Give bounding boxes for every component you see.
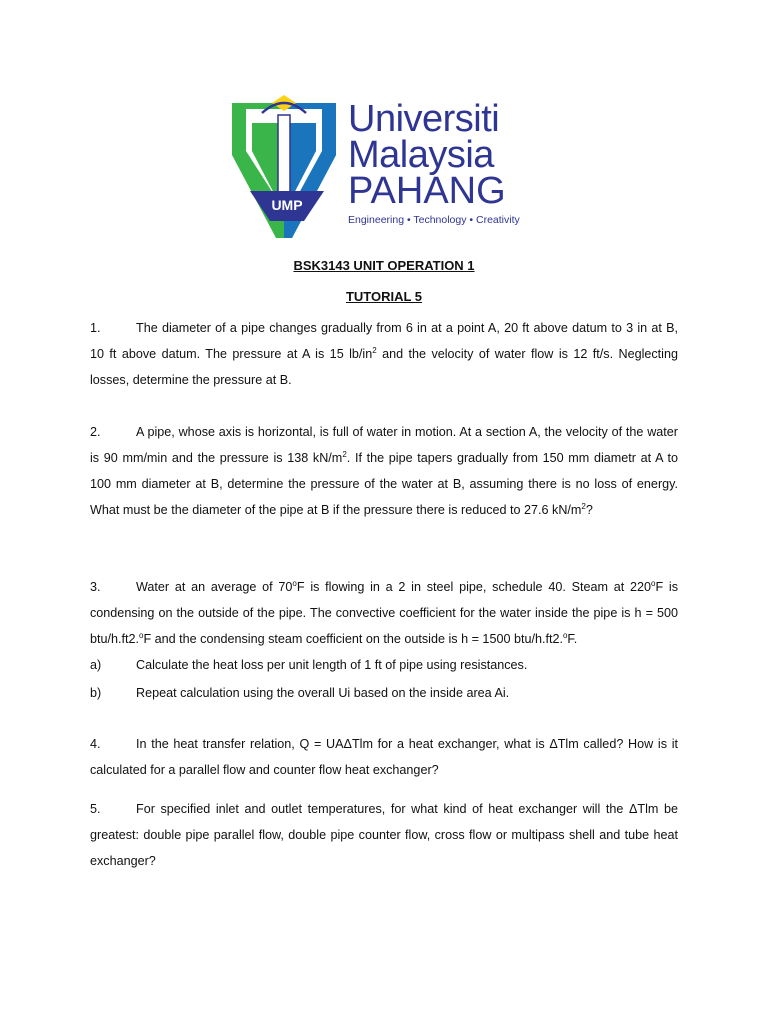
question-text: . If the pipe tapers gradually from 150 mm diametr at A to 100 mm diameter at B, determine the pressure of the water at B, assuming there is no loss of energy. What must be the diameter of the pipe at B if the pressure there is reduced to 27.6 kN/m <box>90 451 679 517</box>
question-text: and the velocity of water flow is 12 ft/s. Neglecting losses, determine the pressure at B. <box>90 347 678 387</box>
question-number: 4. <box>90 737 101 751</box>
question-text: For specified inlet and outlet temperatures, for what kind of heat exchanger will the ΔTlm be greatest: double pipe parallel flow, double pipe counter flow, cross flow or multipass shell and tube heat exchanger? <box>90 802 678 868</box>
question-text: F. <box>567 632 578 646</box>
shield-label: UMP <box>271 197 303 213</box>
superscript: o <box>651 578 656 588</box>
question-text: F and the condensing steam coefficient on the outside is h = 1500 btu/h.ft2. <box>143 632 563 646</box>
question-text: The diameter of a pipe changes gradually from 6 in at a point A, 20 ft above datum to 3 in at B, 10 ft above datum. The pressure at A is 15 lb/in <box>90 321 678 361</box>
question-text: Water at an average of 70 <box>136 580 293 594</box>
ump-shield-icon <box>232 93 344 243</box>
superscript: 2 <box>342 449 347 459</box>
question-number: 3. <box>90 580 101 594</box>
question-number: 1. <box>90 321 101 335</box>
tutorial-title <box>0 289 768 304</box>
part-text: Repeat calculation using the overall Ui based on the inside area Ai. <box>136 686 510 700</box>
logo-line-universiti: Universiti <box>348 98 500 140</box>
question-text: A pipe, whose axis is horizontal, is full of water in motion. At a section A, the velocity of the water is 90 mm/min and the pressure is 138 kN/m <box>90 425 678 465</box>
question-3 <box>90 574 678 652</box>
superscript: o <box>139 630 144 640</box>
question-1 <box>90 315 678 393</box>
question-text: F is flowing in a 2 in steel pipe, schedule 40. Steam at 220 <box>296 580 651 594</box>
question-4 <box>90 731 678 783</box>
question-2 <box>90 419 678 523</box>
course-title <box>0 258 768 273</box>
question-text: ? <box>585 503 593 517</box>
superscript: 2 <box>581 501 586 511</box>
part-label: a) <box>90 658 102 672</box>
question-number: 2. <box>90 425 101 439</box>
question-3-part-b <box>90 680 678 706</box>
superscript: 2 <box>372 345 377 355</box>
course-title-text: BSK3143 UNIT OPERATION 1 <box>293 258 475 273</box>
question-3-part-a <box>90 652 678 678</box>
part-label: b) <box>90 686 102 700</box>
logo-tagline: Engineering • Technology • Creativity <box>348 214 520 226</box>
logo-wordmark <box>348 98 520 226</box>
logo-line-pahang: PAHANG <box>348 170 506 212</box>
logo-line-malaysia: Malaysia <box>348 134 494 176</box>
part-text: Calculate the heat loss per unit length of 1 ft of pipe using resistances. <box>136 658 528 672</box>
superscript: o <box>292 578 297 588</box>
question-text: In the heat transfer relation, Q = UAΔTlm for a heat exchanger, what is ΔTlm called? How is it calculated for a parallel flow and counter flow heat exchanger? <box>90 737 678 777</box>
question-text: F is condensing on the outside of the pipe. The convective coefficient for the water inside the pipe is h = 500 btu/h.ft2. <box>90 580 678 646</box>
superscript: o <box>562 630 568 640</box>
university-logo <box>232 93 542 243</box>
question-5 <box>90 796 678 874</box>
question-number: 5. <box>90 802 101 816</box>
tutorial-title-text: TUTORIAL 5 <box>345 289 423 304</box>
